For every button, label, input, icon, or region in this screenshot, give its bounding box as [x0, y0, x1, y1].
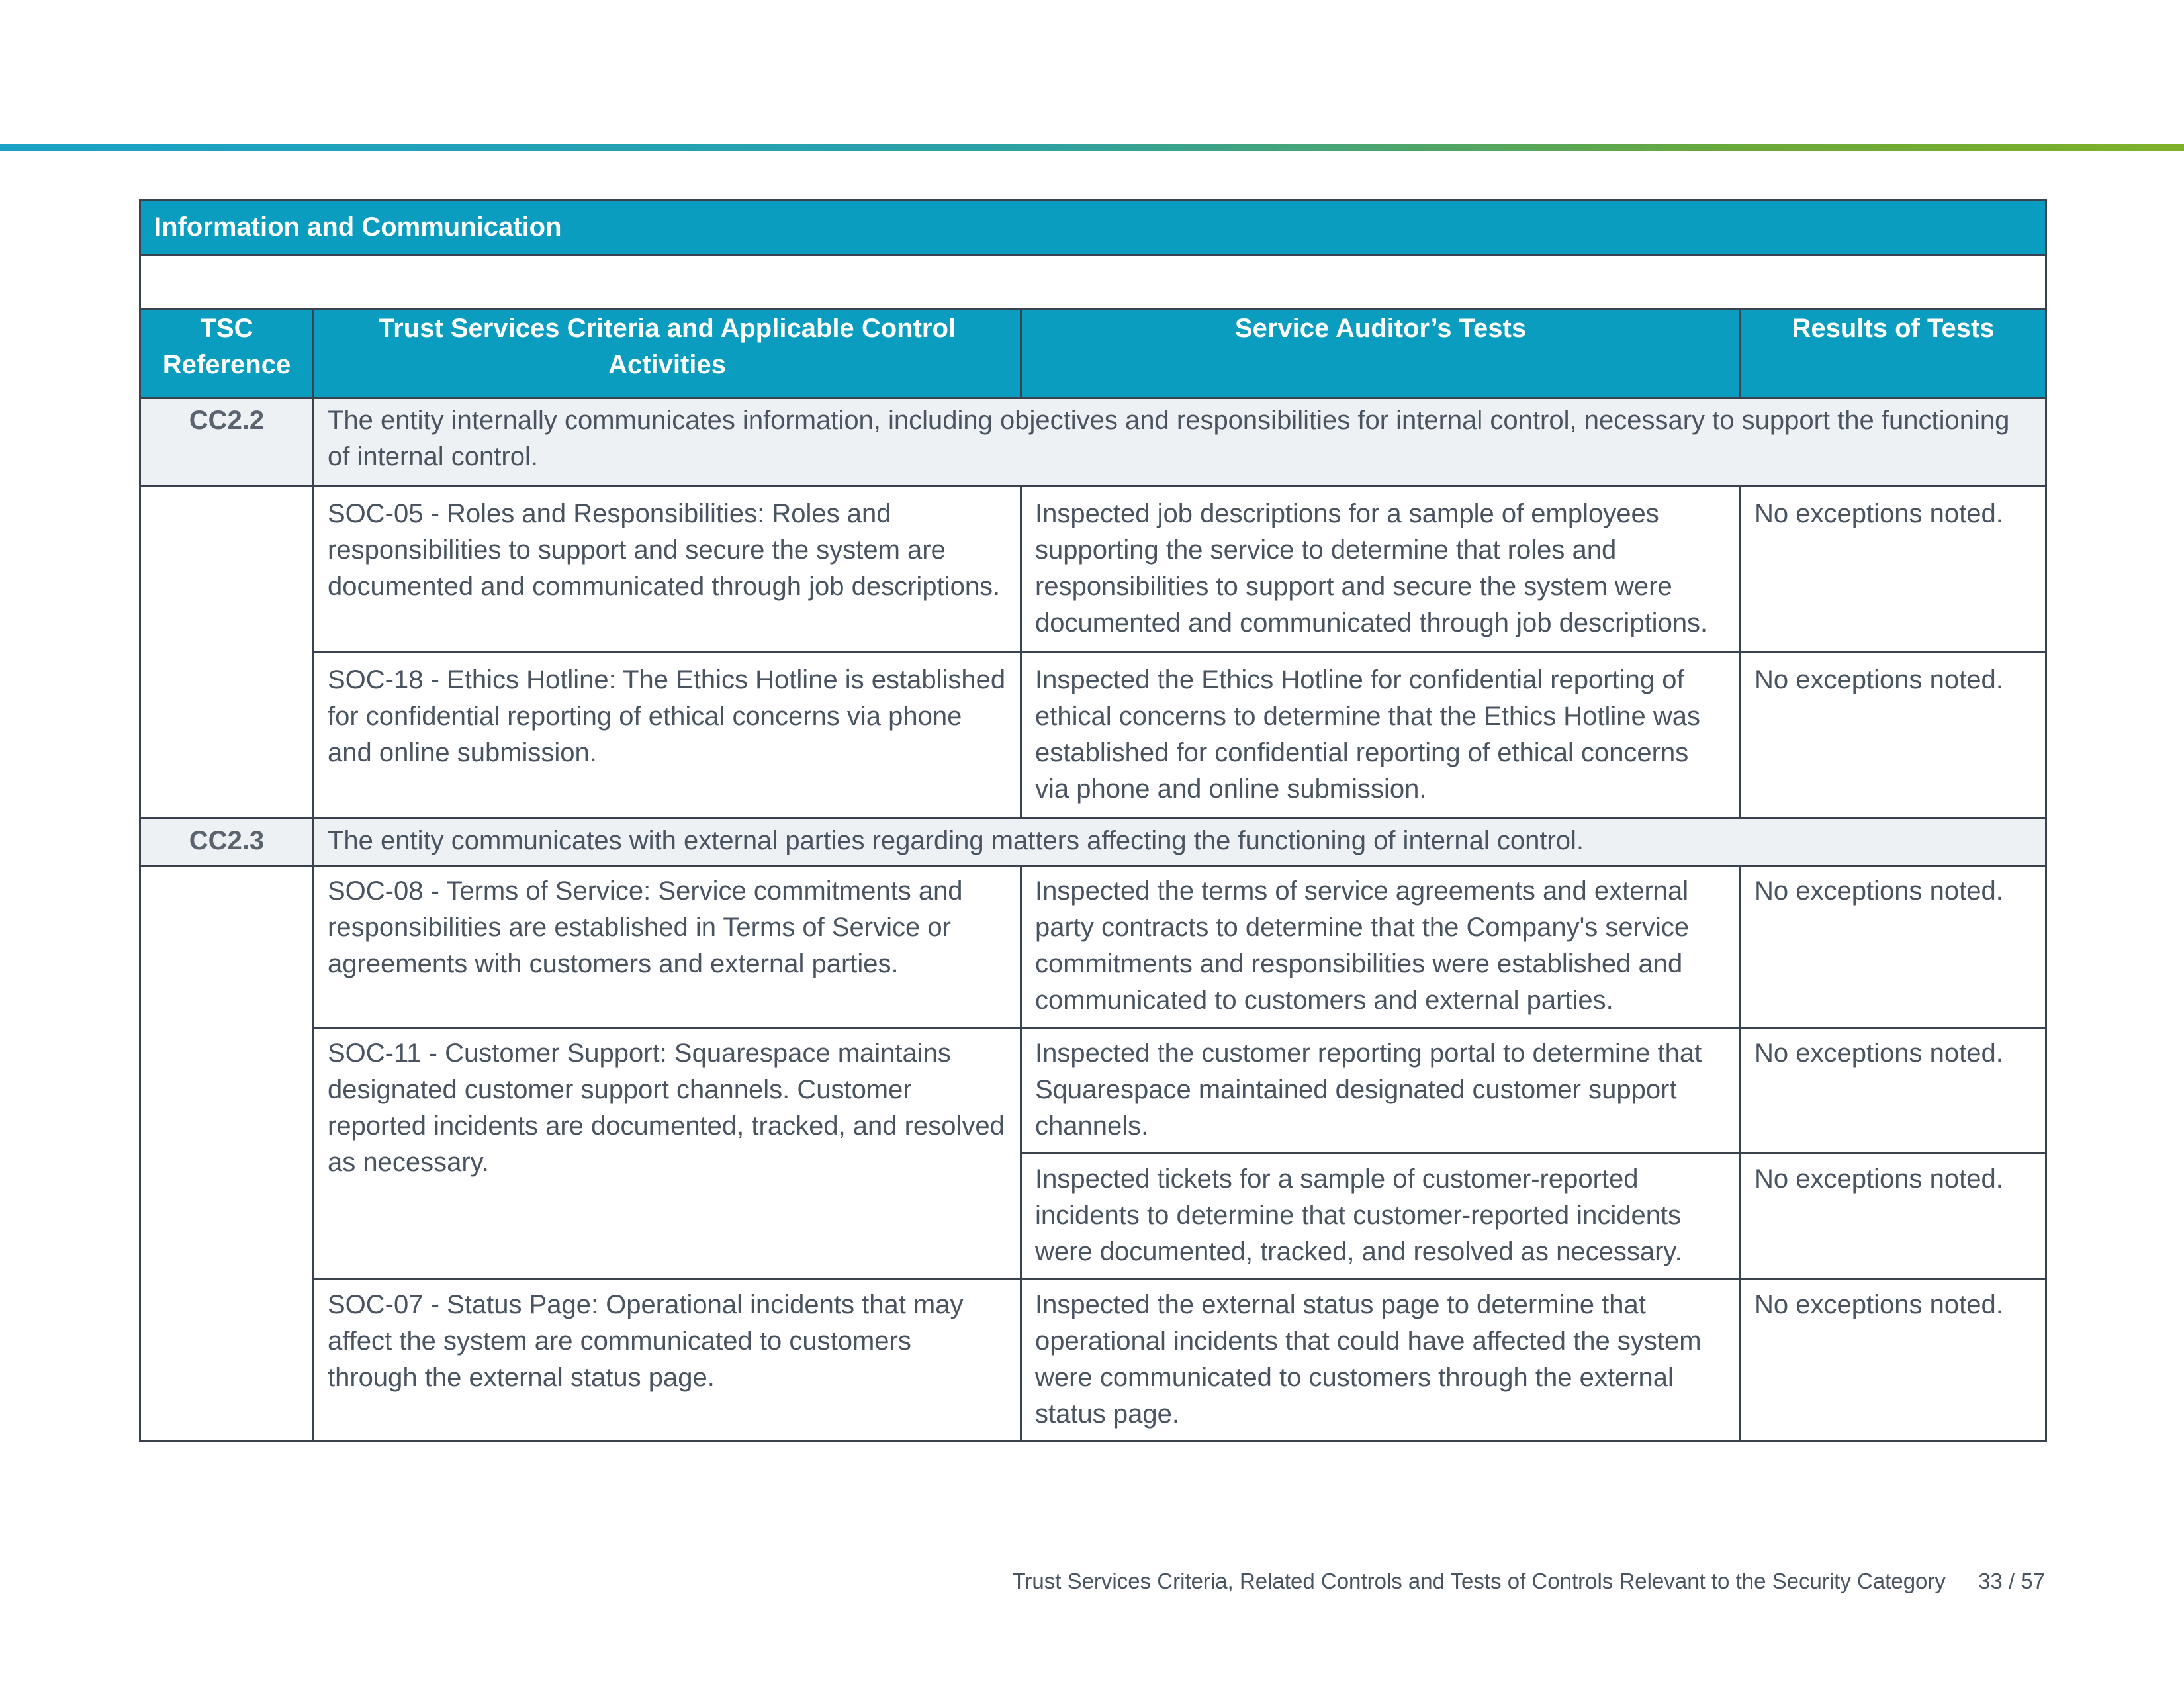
table-row — [140, 486, 2046, 652]
control-activity: SOC-05 - Roles and Responsibilities: Roles and responsibilities to support and secure the system are documented and communicated through job descriptions. — [314, 486, 1021, 652]
control-activity: SOC-08 - Terms of Service: Service commitments and responsibilities are established in Terms of Service or agreements with customers and external parties. — [314, 866, 1021, 1028]
auditor-test: Inspected job descriptions for a sample of employees supporting the service to determine that roles and responsibilities to support and secure the system were documented and communicated through job descriptions. — [1021, 486, 1741, 652]
blank-row — [140, 255, 2046, 310]
control-activity: SOC-11 - Customer Support: Squarespace maintains designated customer support channels. Customer reported incidents are documented, tracked, and resolved as necessary. — [314, 1028, 1021, 1280]
test-result: No exceptions noted. — [1741, 652, 2046, 818]
tsc-reference: CC2.2 — [140, 398, 314, 486]
controls-table — [139, 199, 2047, 1442]
tsc-reference: CC2.3 — [140, 818, 314, 866]
footer-title: Trust Services Criteria, Related Controls and Tests of Controls Relevant to the Security Category — [1012, 1569, 1946, 1593]
column-header-row — [140, 310, 2046, 398]
criteria-text: The entity internally communicates information, including objectives and responsibilities for internal control, necessary to support the functioning of internal control. — [314, 398, 2046, 486]
auditor-test: Inspected the customer reporting portal to determine that Squarespace maintained designated customer support channels. — [1021, 1028, 1741, 1154]
page-number: 33 / 57 — [1978, 1569, 2045, 1593]
test-result: No exceptions noted. — [1741, 486, 2046, 652]
auditor-test: Inspected the Ethics Hotline for confidential reporting of ethical concerns to determine that the Ethics Hotline was established for confidential reporting of ethical concerns via phone and online submission. — [1021, 652, 1741, 818]
header-accent-rule — [0, 144, 2184, 151]
col-header-tests: Service Auditor’s Tests — [1021, 310, 1741, 398]
test-result: No exceptions noted. — [1741, 866, 2046, 1028]
auditor-test: Inspected the terms of service agreements and external party contracts to determine that the Company's service commitments and responsibilities were established and communicated to customers and external parties. — [1021, 866, 1741, 1028]
test-result: No exceptions noted. — [1741, 1154, 2046, 1280]
control-activity: SOC-18 - Ethics Hotline: The Ethics Hotline is established for confidential reporting of ethical concerns via phone and online submission. — [314, 652, 1021, 818]
col-header-results: Results of Tests — [1741, 310, 2046, 398]
col-header-ref: TSC Reference — [140, 310, 314, 398]
auditor-test: Inspected the external status page to determine that operational incidents that could have affected the system were communicated to customers through the external status page. — [1021, 1280, 1741, 1442]
control-activity: SOC-07 - Status Page: Operational incidents that may affect the system are communicated to customers through the external status page. — [314, 1280, 1021, 1442]
table-row — [140, 1028, 2046, 1154]
criteria-row-cc2-2 — [140, 398, 2046, 486]
criteria-row-cc2-3 — [140, 818, 2046, 866]
table-row — [140, 1280, 2046, 1442]
page-footer — [1012, 1569, 2045, 1594]
section-title: Information and Communication — [140, 200, 2046, 255]
test-result: No exceptions noted. — [1741, 1280, 2046, 1442]
auditor-test: Inspected tickets for a sample of customer-reported incidents to determine that customer-reported incidents were documented, tracked, and resolved as necessary. — [1021, 1154, 1741, 1280]
table-row — [140, 866, 2046, 1028]
col-header-criteria: Trust Services Criteria and Applicable Control Activities — [314, 310, 1021, 398]
criteria-text: The entity communicates with external parties regarding matters affecting the functioning of internal control. — [314, 818, 2046, 866]
test-result: No exceptions noted. — [1741, 1028, 2046, 1154]
table-row — [140, 652, 2046, 818]
